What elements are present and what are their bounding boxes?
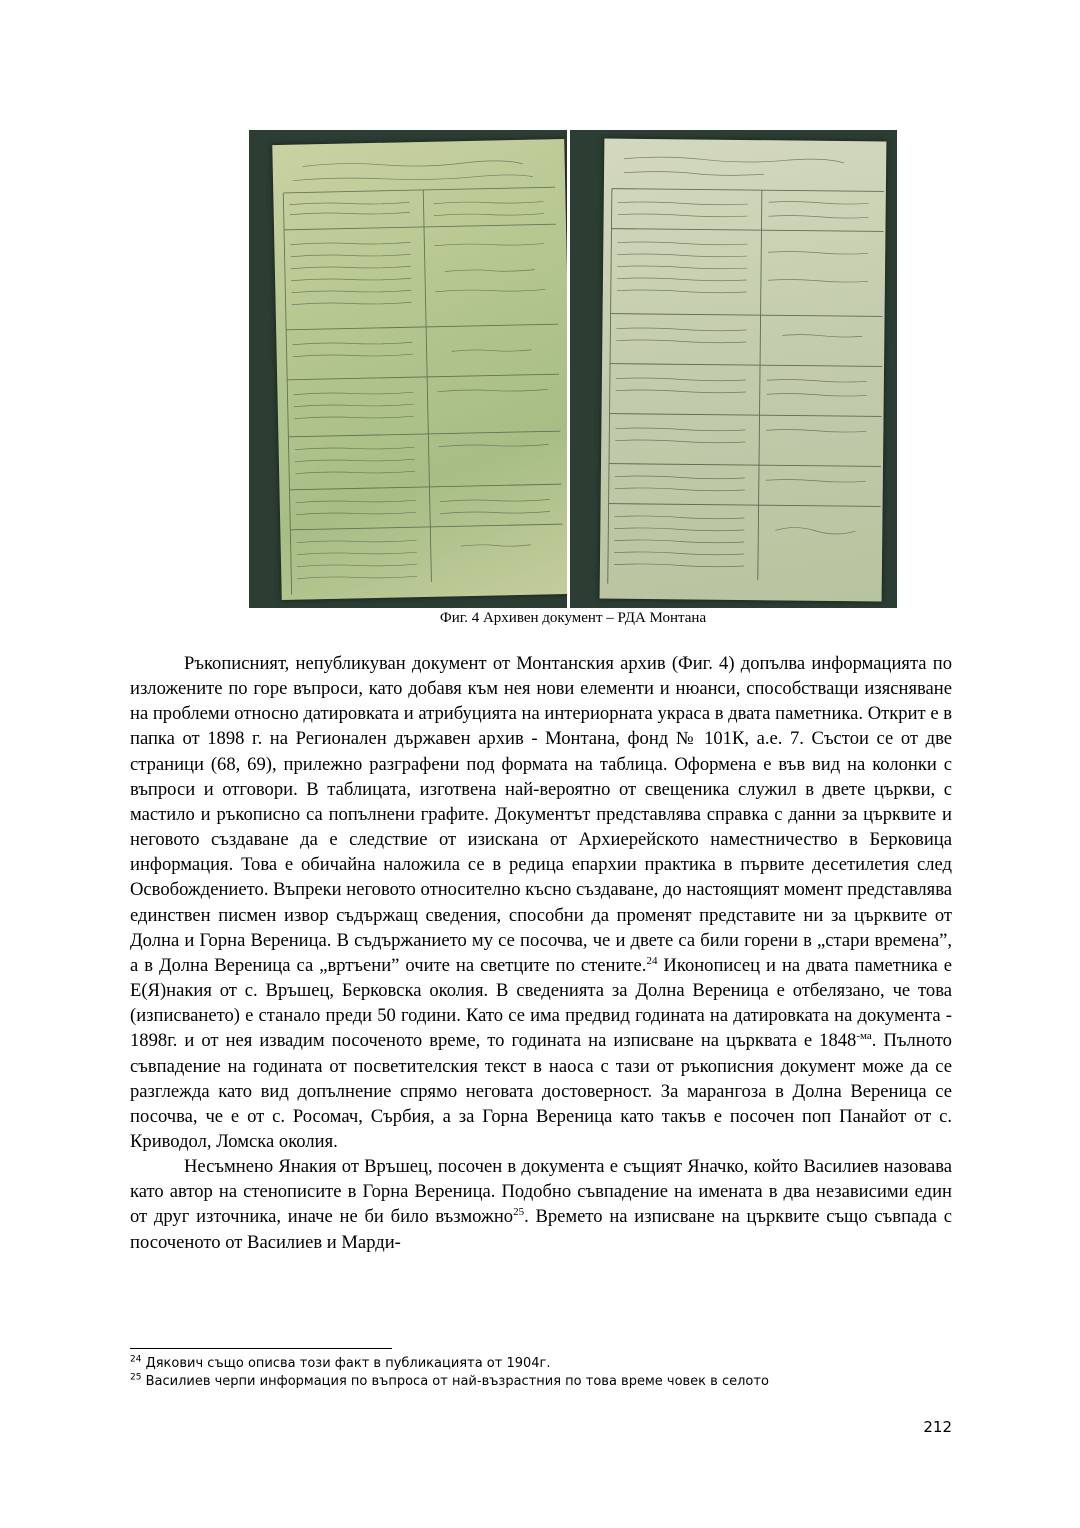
archive-document-figure (249, 130, 897, 608)
footnote-text: Василиев черпи информация по въпроса от най-възрастния по това време човек в селото (141, 1374, 769, 1389)
paragraph-1-part-c: . Пълното съвпадение на годината от посветителския текст в наоса с тази от ръкописния документ може да се разглежда като вид допълнение спрямо неговата достоверност. За марангоза в Долна Вереница се посочва, че е от с. Росомач, Сърбия, а за Горна Вереница като такъв е посочен поп Панайот от с. Криводол, Ломска околия. (130, 1030, 952, 1152)
footnote-25 (130, 1373, 952, 1391)
document-photo-page-68 (249, 130, 567, 608)
footnote-ref-25[interactable]: 25 (513, 1206, 525, 1219)
paragraph-1-part-b: Иконописец и на двата паметника е Е(Я)накия от с. Връшец, Берковска околия. В сведенията за Долна Вереница е отбелязано, че това (изписването) е станало преди 50 години. Като се има предвид годината на датировката на документа - 1898г. и от нея извадим посоченото време, то годината на изписване на църквата е 1848 (130, 954, 953, 1052)
paragraph-1-part-a: Ръкописният, непубликуван документ от Монтанския архив (Фиг. 4) допълва информацията по изложените по горе въпроси, като добавя към нея нови елементи и нюанси, способстващи изясняване на проблеми относно датировката и атрибуцията на интериорната украса в двата паметника. Открит е в папка от 1898 г. на Регионален държавен архив - Монтана, фонд № 101К, а.е. 7. Състои се от две страници (68, 69), прилежно разграфени под формата на таблица. Оформена е във вид на колонки с въпроси и отговори. В таблицата, изготвена най-вероятно от свещеника служил в двете църкви, с мастило и ръкописно са попълнени графите. Документът представлява справка с данни за църквите и неговото създаване да е следствие от изискана от Архиерейското наместничество в Берковица информация. Това е обичайна наложила се в редица епархии практика в първите десетилетия след Освобождението. Въпреки неговото относително късно създаване, до настоящият момент представлява единствен писмен извор съдържащ сведения, способни да променят представите ни за църквите от Долна и Горна Вереница. В съдържанието му се посочва, че и двете са били горени в „стари времена”, а в Долна Вереница са „вртъени” очите на светците по стените. (130, 653, 953, 976)
footnote-number: 25 (130, 1372, 142, 1383)
paragraph-2-part-b: . Времето на изписване на църквите също съвпада с посоченото от Василиев и Марди- (130, 1206, 952, 1253)
page-number: 212 (923, 1418, 952, 1436)
paragraph-2-part-a: Несъмнено Янакия от Връшец, посочен в документа е същият Яначко, който Василиев назовава като автор на стенописите в Горна Вереница. Подобно съвпадение на имената в два независими един от друг източника, иначе не би било възможно (130, 1156, 952, 1228)
footnote-text: Дякович също описва този факт в публикацията от 1904г. (141, 1356, 551, 1371)
figure-caption: Фиг. 4 Архивен документ – РДА Монтана (439, 610, 707, 626)
main-text (130, 651, 952, 1255)
footnote-ref-24[interactable]: 24 (646, 954, 658, 967)
footnote-number: 24 (130, 1354, 142, 1365)
paragraph-2 (130, 1154, 952, 1255)
paragraph-1 (130, 651, 952, 1154)
footnote-24 (130, 1355, 952, 1373)
document-photo-page-69 (570, 130, 897, 608)
year-suffix: -ма (856, 1030, 872, 1043)
footnote-separator (130, 1348, 392, 1349)
footnotes (130, 1355, 952, 1391)
